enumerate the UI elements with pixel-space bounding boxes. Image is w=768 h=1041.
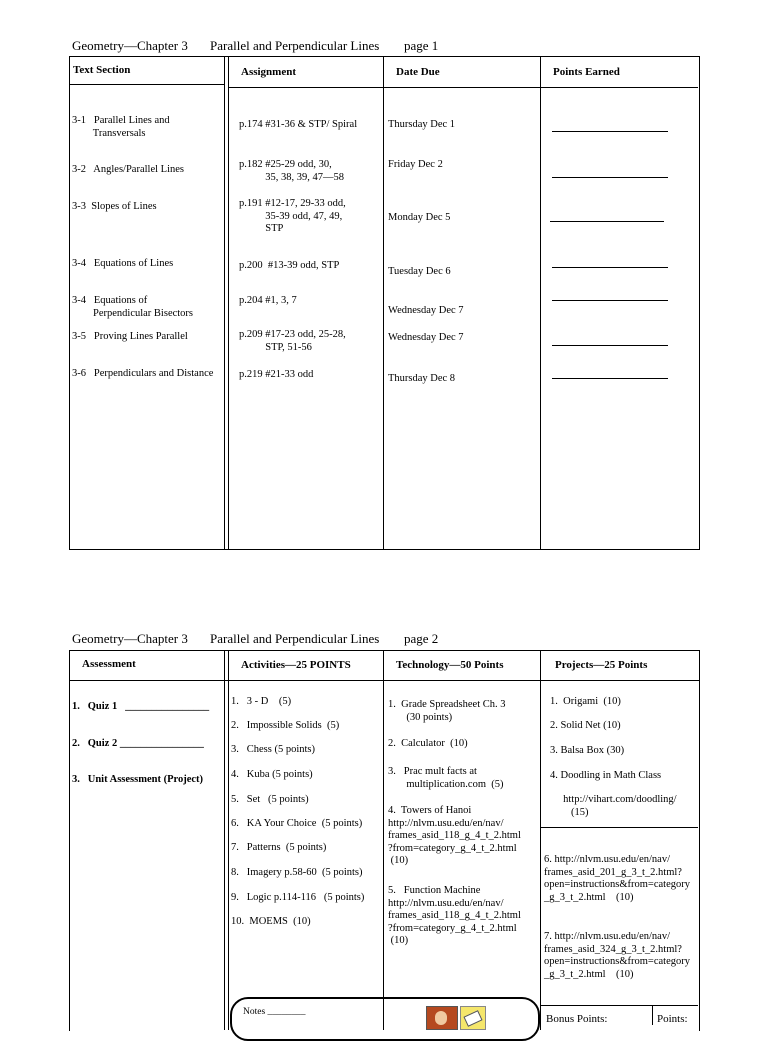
course-title: Geometry—Chapter 3: [72, 38, 188, 53]
assignment-cell: p.174 #31-36 & STP/ Spiral: [239, 119, 358, 130]
page-number: page 2: [404, 631, 439, 646]
header-rule: [228, 87, 698, 88]
activity-item: 6. KA Your Choice (5 points): [231, 818, 363, 829]
assignment-cell: p.204 #1, 3, 7: [239, 295, 297, 306]
activity-item: 2. Impossible Solids (5): [231, 720, 340, 731]
points-blank[interactable]: [552, 300, 668, 301]
section-cell: 3-2 Angles/Parallel Lines: [72, 164, 184, 175]
technology-item: 1. Grade Spreadsheet Ch. 3 (30 points): [388, 699, 506, 723]
due-cell: Thursday Dec 1: [388, 119, 456, 130]
column-divider: [540, 650, 541, 1030]
header-text-section: Text Section: [73, 64, 131, 76]
section-cell: 3-3 Slopes of Lines: [72, 201, 157, 212]
assessment-item: 3. Unit Assessment (Project): [72, 774, 204, 785]
activity-item: 8. Imagery p.58-60 (5 points): [231, 867, 363, 878]
section-cell: 3-1 Parallel Lines and Transversals: [72, 115, 170, 139]
header-assessment: Assessment: [82, 658, 136, 670]
due-cell: Friday Dec 2: [388, 159, 443, 170]
activity-item: 4. Kuba (5 points): [231, 769, 313, 780]
due-cell: Monday Dec 5: [388, 212, 451, 223]
due-cell: Wednesday Dec 7: [388, 332, 464, 343]
header-rule-left: [69, 84, 225, 85]
assignment-cell: p.200 #13-39 odd, STP: [239, 260, 340, 271]
certificate-icon: [460, 1006, 486, 1030]
assignment-cell: p.219 #21-33 odd: [239, 369, 314, 380]
project-item: 2. Solid Net (10): [550, 720, 621, 731]
due-cell: Tuesday Dec 6: [388, 266, 451, 277]
section-cell: 3-5 Proving Lines Parallel: [72, 331, 188, 342]
assignment-cell: p.182 #25-29 odd, 30, 35, 38, 39, 47—58: [239, 159, 344, 183]
activity-item: 7. Patterns (5 points): [231, 842, 327, 853]
column-divider: [540, 56, 541, 549]
column-divider: [228, 56, 229, 549]
assessment-item: 1. Quiz 1 ________________: [72, 701, 210, 712]
activity-item: 5. Set (5 points): [231, 794, 309, 805]
technology-item: 2. Calculator (10): [388, 738, 468, 749]
points-blank[interactable]: [550, 221, 664, 222]
points-label: Points:: [657, 1013, 688, 1025]
notes-box: [230, 997, 540, 1041]
assignment-cell: p.191 #12-17, 29-33 odd, 35-39 odd, 47, 49, STP: [239, 198, 346, 234]
column-divider: [383, 56, 384, 549]
points-blank[interactable]: [552, 267, 668, 268]
bonus-divider: [652, 1005, 653, 1025]
section-cell: 3-4 Equations of Perpendicular Bisectors: [72, 295, 194, 319]
column-divider: [383, 650, 384, 1030]
project-item: http://vihart.com/doodling/ (15): [563, 794, 677, 818]
activity-item: 3. Chess (5 points): [231, 744, 315, 755]
project-item: 4. Doodling in Math Class: [550, 770, 662, 781]
assignment-cell: p.209 #17-23 odd, 25-28, STP, 51-56: [239, 329, 346, 353]
topic-title: Parallel and Perpendicular Lines: [210, 38, 380, 53]
activity-item: 1. 3 - D (5): [231, 696, 292, 707]
due-cell: Thursday Dec 8: [388, 373, 456, 384]
bonus-rule: [541, 1005, 698, 1006]
assessment-item: 2. Quiz 2 ________________: [72, 738, 204, 749]
column-divider: [224, 56, 225, 549]
due-cell: Wednesday Dec 7: [388, 305, 464, 316]
header-date-due: Date Due: [396, 66, 440, 78]
header-assignment: Assignment: [241, 66, 297, 78]
header-technology: Technology—50 Points: [396, 659, 504, 671]
header-projects: Projects—25 Points: [555, 659, 648, 671]
page-number: page 1: [404, 38, 439, 53]
header-activities: Activities—25 POINTS: [241, 659, 351, 671]
section-cell: 3-4 Equations of Lines: [72, 258, 174, 269]
section-cell: 3-6 Perpendiculars and Distance: [72, 368, 214, 379]
bonus-points-label: Bonus Points:: [546, 1013, 608, 1025]
project-item: 6. http://nlvm.usu.edu/en/nav/ frames_asid_201_g_3_t_2.html? open=instructions&from=category _g_3_t_2.html (10): [544, 854, 690, 903]
points-blank[interactable]: [552, 345, 668, 346]
column-divider: [224, 650, 225, 1030]
notes-label: Notes ________: [243, 1007, 306, 1017]
activity-item: 10. MOEMS (10): [231, 916, 311, 927]
points-blank[interactable]: [552, 378, 668, 379]
header-points-earned: Points Earned: [553, 66, 620, 78]
points-blank[interactable]: [552, 177, 668, 178]
avatar-image: [426, 1006, 458, 1030]
topic-title: Parallel and Perpendicular Lines: [210, 631, 380, 646]
header-rule: [69, 680, 699, 681]
project-item: 7. http://nlvm.usu.edu/en/nav/ frames_asid_324_g_3_t_2.html? open=instructions&from=category _g_3_t_2.html (10): [544, 931, 690, 980]
technology-item: 5. Function Machine http://nlvm.usu.edu/en/nav/ frames_asid_118_g_4_t_2.html ?from=category_g_4_t_2.html (10): [388, 885, 521, 946]
technology-item: 3. Prac mult facts at multiplication.com (5): [388, 766, 504, 790]
points-blank[interactable]: [552, 131, 668, 132]
activity-item: 9. Logic p.114-116 (5 points): [231, 892, 365, 903]
course-title: Geometry—Chapter 3: [72, 631, 188, 646]
project-item: 3. Balsa Box (30): [550, 745, 625, 756]
project-item: 1. Origami (10): [550, 696, 621, 707]
column-divider: [228, 650, 229, 1030]
technology-item: 4. Towers of Hanoi http://nlvm.usu.edu/en/nav/ frames_asid_118_g_4_t_2.html ?from=category_g_4_t_2.html (10): [388, 805, 521, 866]
projects-rule: [541, 827, 698, 828]
